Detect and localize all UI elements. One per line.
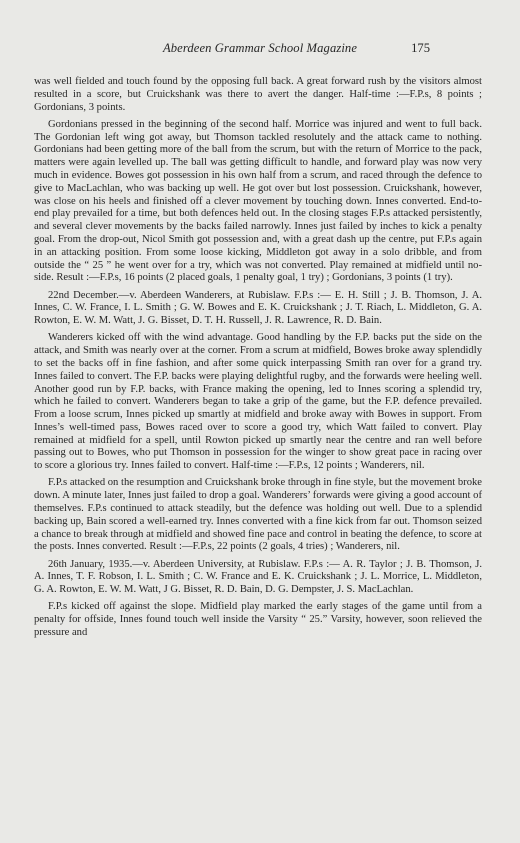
paragraph: Wanderers kicked off with the wind advantage. Good handling by the F.P. backs put the side on the attack, and Smith was nearly over at the corner. From a scrum at midfield, Bowes broke away splendidly to set the backs off in fine fashion, and after some quick interpassing Smith ran over for a grand try. Innes failed to convert. The F.P. backs were playing delightful rugby, and the forwards were heeling well. Another good run by F.P. backs, with France making the opening, led to Innes scoring a splendid try, which he failed to convert. Wanderers began to take a grip of the game, but the F.P. defence prevailed. From a loose scrum, Innes picked up smartly at midfield and broke away with Bowes in support. From Innes’s well-timed pass, Bowes raced over to score a good try, which Watt failed to convert. Play remained at midfield for a spell, until Rowton picked up smartly near the centre and ran well before passing out to Bowes, who put Thomson in possession for the winger to show great pace in racing over to score a glorious try. Innes failed to convert. Half-time :—F.P.s, 12 points ; Wanderers, nil. xyxy=(34,332,482,472)
running-header xyxy=(0,41,520,57)
paragraph: F.P.s attacked on the resumption and Cruickshank broke through in fine style, but the movement broke down. A minute later, Innes just failed to drop a goal. Wanderers’ forwards were giving a good account of themselves. F.P.s continued to attack steadily, but the defence was holding out well. Due to a splendid backing up, Bain scored a well-earned try. Innes converted with a fine kick from far out. Thomson seized a chance to break through at midfield and showed fine pace and control in beating the defence, to score at the posts. Innes converted. Result :—F.P.s, 22 points (2 goals, 4 tries) ; Wanderers, nil. xyxy=(34,477,483,553)
paragraph: was well fielded and touch found by the opposing full back. A great forward rush by the visitors almost resulted in a score, but Cruickshank was there to avert the danger. Half-time :—F.P.s, 8 points ; Gordonians, 3 points. xyxy=(34,76,482,113)
paragraph: Gordonians pressed in the beginning of the second half. Morrice was injured and went to full back. The Gordonian left wing got away, but Thomson tackled resolutely and the attack came to nothing. Gordonians had been getting more of the ball from the scrum, but with the return of Morrice to the pack, matters were again levelled up. The ball was getting difficult to handle, and forward play was now very much in evidence. Bowes got possession in his own half from a scrum, and raced through the defence to give to MacLachlan, who was backing up well. He got over but lost possession. Cruickshank, however, was close on his heels and finished off a clever movement by touching down. Innes converted. End-to-end play prevailed for a time, but both defences held out. In the closing stages F.P.s attacked persistently, and several clever movements by the backs failed narrowly. Innes just failed by inches to kick a penalty goal. From the drop-out, Nicol Smith got possession and, with a great dash up the centre, put F.P.s again in an attacking position. From some loose kicking, Middleton got away in a solo dribble, and from outside the “ 25 ” he went over for a try, which was not converted. Play remained at midfield until no-side. Result :—F.P.s, 16 points (2 placed goals, 1 penalty goal, 1 try) ; Gordonians, 3 points (1 try). xyxy=(34,118,482,284)
article-body xyxy=(34,76,482,644)
paragraph: 26th January, 1935.—v. Aberdeen University, at Rubislaw. F.P.s :— A. R. Taylor ; J. B. Thomson, J. A. Innes, T. F. Robson, I. L. Smith ; C. W. France and E. K. Cruickshank ; J. L. Morrice, L. Middleton, G. A. Rowton, E. W. M. Watt, J G. Bisset, R. D. Bain, D. G. Dempster, J. S. MacLachlan. xyxy=(34,558,482,596)
magazine-title: Aberdeen Grammar School Magazine xyxy=(162,41,358,55)
page-number: 175 xyxy=(411,41,430,55)
paragraph: 22nd December.—v. Aberdeen Wanderers, at Rubislaw. F.P.s :— E. H. Still ; J. B. Thomson, J. A. Innes, C. W. France, I. L. Smith ; G. W. Bowes and E. K. Cruickshank ; J. T. Riach, L. Middleton, G. A. Rowton, E. W. M. Watt, J. G. Bisset, D. T. H. Russell, J. R. Lawrence, R. D. Bain. xyxy=(34,289,482,327)
paragraph: F.P.s kicked off against the slope. Midfield play marked the early stages of the game until from a penalty for offside, Innes found touch well inside the Varsity “ 25.” Varsity, however, soon relieved the pressure and xyxy=(34,601,482,639)
